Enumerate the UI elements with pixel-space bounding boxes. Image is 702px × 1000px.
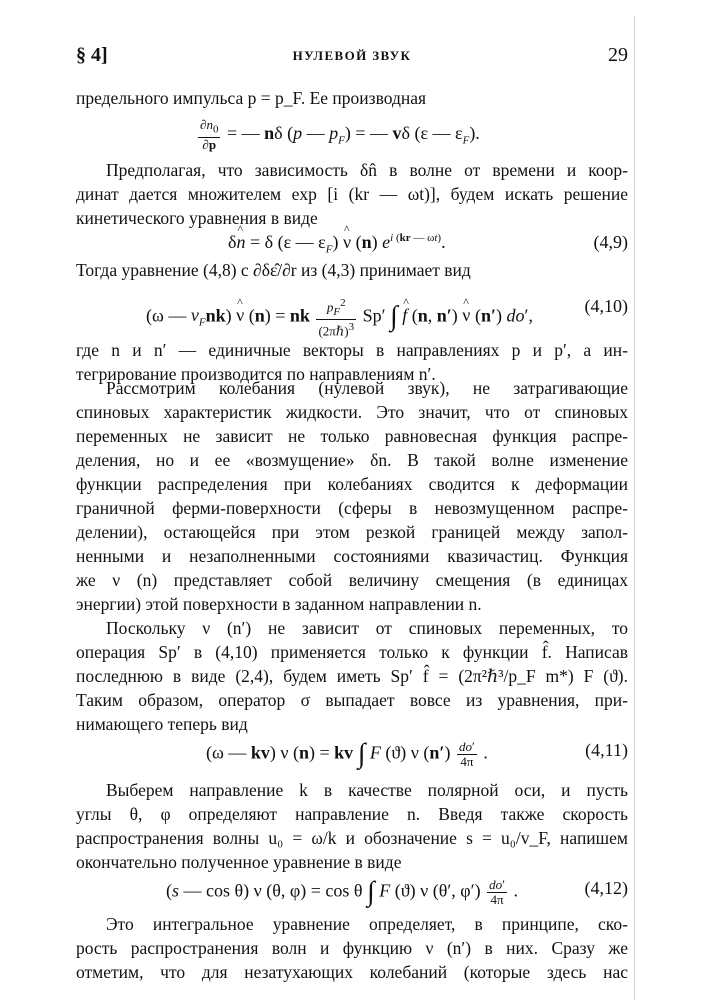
equation-number: (4,9) [593, 232, 628, 252]
text-line: отметим, что для незатухающих колебаний (которые здесь нас [76, 962, 628, 982]
text-line: Тогда уравнение (4,8) с ∂δε̂/∂r из (4,3) принимает вид [76, 260, 471, 280]
text-line: Рассмотрим колебания (нулевой звук), не затрагивающие [106, 378, 628, 398]
text-line: энергии) этой поверхности в заданном направлении n. [76, 594, 482, 614]
text-line: нимающего теперь вид [76, 714, 248, 734]
running-header [76, 44, 628, 74]
equation-body: (ω — $v_Fnk$) ^ ν (n) = nk $\frac{p_F^2}{(2\pi\hbar)^3}$ Sp′ ∫ ^ f (n, n′) ^ ν (n′) do′, [146, 296, 533, 338]
text-line: окончательно полученное уравнение в виде [76, 852, 402, 872]
text-line: распространения волны u₀ = ω/k и обозначение s = u₀/v_F, напишем [76, 828, 628, 848]
text-line: же ν (n) представляет собой величину смещения (в единицах [76, 570, 628, 590]
equation-number: (4,12) [584, 878, 628, 898]
text-line: деления, но и ее «возмущение» δn. В такой волне изменение [76, 450, 628, 470]
text-line: Таким образом, оператор σ выпадает вовсе из уравнения, при- [76, 690, 628, 710]
text-line: граничной ферми-поверхности (сферы в невозмущенном распре- [76, 498, 628, 518]
text-line: углы θ, φ определяют направление n. Введя также скорость [76, 804, 628, 824]
text-line: Предполагая, что зависимость δn̂ в волне от времени и коор- [106, 160, 628, 180]
equation-body: (s — cos θ) ν (θ, φ) = cos θ ∫ F (ϑ) ν (θ′, φ′) $\frac{do'}{4\pi}$ . [166, 876, 518, 908]
text-line: рость распространения волн и функцию ν (n′) в них. Сразу же [76, 938, 628, 958]
section-marker: § 4] [76, 44, 108, 66]
equation-4-10 [76, 290, 628, 339]
text-line: Выберем направление k в качестве полярной оси, и пусть [106, 780, 628, 800]
text-line: делении), остающейся при этом резкой границей между запол- [76, 522, 628, 542]
text-line: динат дается множителем exp [i (kr — ωt)], будем искать решение [76, 184, 628, 204]
text-line: Поскольку ν (n′) не зависит от спиновых переменных, то [106, 618, 628, 638]
text-line: кинетического уравнения в виде [76, 208, 318, 228]
equation-derivative [76, 108, 628, 152]
equation-body: δ^ n = δ (ε — $\varepsilon_F$) ^ ν (n) $e^{i (kr — \omega t)}$. [228, 232, 446, 256]
text-line: операция Sp′ в (4,10) применяется только к функции f̂. Написав [76, 642, 628, 662]
scan-edge-line [634, 16, 635, 1000]
text-line: где n и n′ — единичные векторы в направлениях p и p′, а ин- [76, 340, 628, 360]
text-line: спиновых характеристик жидкости. Это значит, что от спиновых [76, 402, 628, 422]
equation-body: (ω — kv) ν (n) = kv ∫ F (ϑ) ν (n′) $\frac{do'}{4\pi}$ . [206, 738, 488, 770]
equation-body: $\frac{\partial n_0}{\partial p}$ = — nδ (p — $p_F$) = — vδ (ε — $\varepsilon_F$). [200, 117, 480, 152]
text-line: предельного импульса p = p_F. Ее производная [76, 88, 427, 108]
equation-number: (4,11) [585, 740, 628, 760]
equation-number: (4,10) [584, 296, 628, 316]
text-line: функции распределения при колебаниях сводится к деформации [76, 474, 628, 494]
text-line: переменных не зависит не только равновесная функция распре- [76, 426, 628, 446]
text-line: последнюю в виде (2,4), будем иметь Sp′ f̂ = (2π²ℏ³/p_F m*) F (ϑ). [76, 666, 628, 686]
chapter-title: НУЛЕВОЙ ЗВУК [292, 48, 412, 63]
text-line: Это интегральное уравнение определяет, в принципе, ско- [106, 914, 628, 934]
text-line: ненными и незаполненными состояниями квазичастиц. Функция [76, 546, 628, 566]
page-number: 29 [608, 44, 628, 66]
equation-4-12 [76, 868, 628, 912]
equation-4-11 [76, 730, 628, 774]
text-line: тегрирование производится по направлениям n′. [76, 364, 436, 384]
